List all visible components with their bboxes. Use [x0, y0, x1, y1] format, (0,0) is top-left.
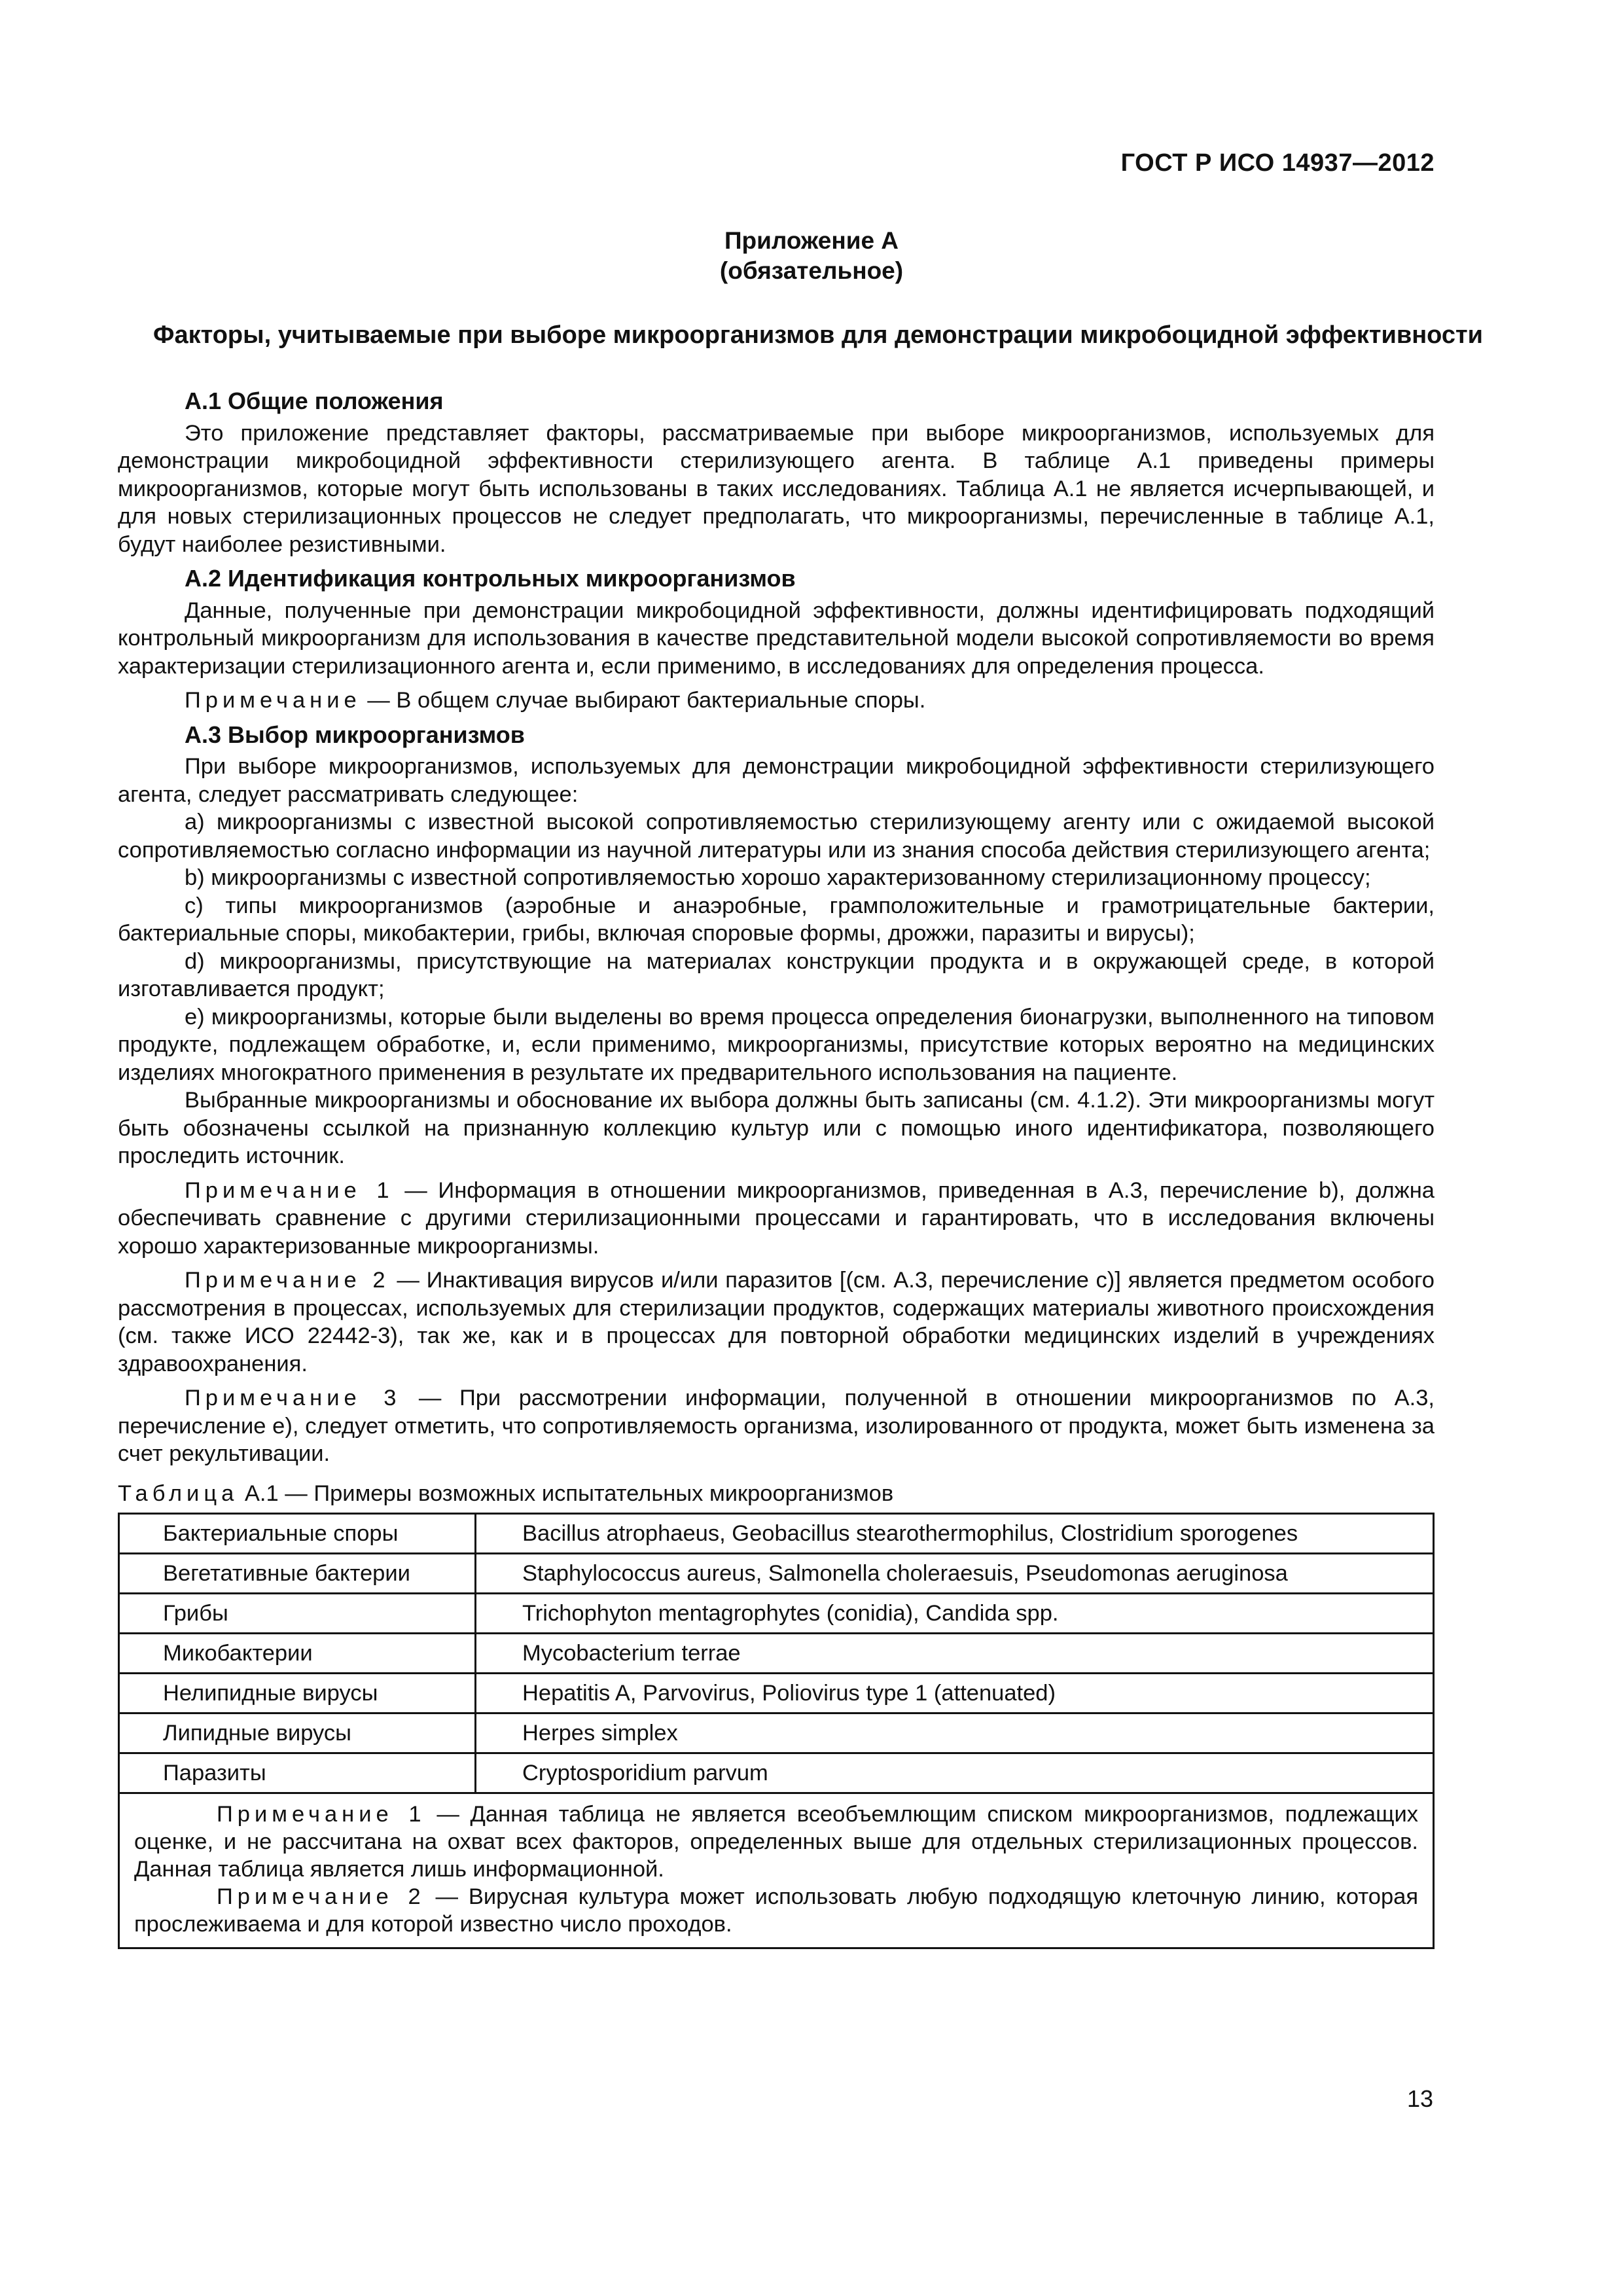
table-notes [118, 1794, 1435, 1949]
table-row [119, 1713, 1434, 1753]
microorganisms-table [118, 1513, 1435, 1794]
annex-status: (обязательное) [719, 257, 904, 284]
list-item-a: a) микроорганизмы с известной высокой сопротивляемостью стерилизующему агенту или с ожидаемой высокой сопротивляемостью согласно информации из научной литературы или из знания способа действия стерилизующего агента; [118, 810, 1435, 863]
list-item-d: d) микроорганизмы, присутствующие на материалах конструкции продукта и в окружающей среде, в которой изготавливается продукт; [118, 948, 1435, 1001]
annex-title: Факторы, учитываемые при выборе микроорганизмов для демонстрации микробоцидной эффективности [153, 321, 1483, 349]
note-text: — Информация в отношении микроорганизмов, приведенная в А.3, перечисление b), должна обеспечивать сравнение с другими стерилизационными процессами и гарантировать, что в исследования включены хорошо характеризованные микроорганизмы. [118, 1177, 1435, 1259]
table-cell-group: Бактериальные споры [119, 1514, 476, 1554]
annex-label: Приложение А [724, 227, 899, 254]
table-note-1 [134, 1801, 1418, 1883]
table-row [119, 1514, 1434, 1554]
note-text: — Инактивация вирусов и/или паразитов [(см. А.3, перечисление с)] является предметом особого рассмотрения в процессах, используемых для стерилизации продуктов, содержащих материалы животного происхождения (см. также ИСО 22442-3), так же, как и в процессах для повторной обработки медицинских изделий в учреждениях здравоохранения. [118, 1268, 1435, 1376]
table-cell-group: Микобактерии [119, 1634, 476, 1674]
table-cell-examples: Hepatitis A, Parvovirus, Poliovirus type 1 (attenuated) [476, 1674, 1434, 1713]
section-a2-note [118, 687, 1435, 715]
table-cell-examples: Cryptosporidium parvum [476, 1753, 1434, 1793]
section-a3-heading: А.3 Выбор микроорганизмов [185, 721, 525, 748]
list-item-b: b) микроорганизмы с известной сопротивляемостью хорошо характеризованному стерилизационному процессу; [185, 865, 1371, 890]
table-cell-examples: Trichophyton mentagrophytes (conidia), Candida spp. [476, 1594, 1434, 1634]
section-a3-closing: Выбранные микроорганизмы и обоснование их выбора должны быть записаны (см. 4.1.2). Эти микроорганизмы могут быть обозначены ссылкой на признанную коллекцию культур или с помощью иного идентификатора, позволяющего проследить источник. [118, 1088, 1435, 1168]
section-a1-text: Это приложение представляет факторы, рассматриваемые при выборе микроорганизмов, используемых для демонстрации микробоцидной эффективности стерилизующего агента. В таблице А.1 приведены примеры микроорганизмов, которые могут быть использованы в таких исследованиях. Таблица А.1 не является исчерпывающей, и для новых стерилизационных процессов не следует предполагать, что микроорганизмы, перечисленные в таблице А.1, будут наиболее резистивными. [118, 420, 1435, 557]
list-item-c: c) типы микроорганизмов (аэробные и анаэробные, грамположительные и грамотрицательные бактерии, бактериальные споры, микобактерии, грибы, включая споровые формы, дрожжи, паразиты и вирусы); [118, 893, 1435, 946]
table-row [119, 1634, 1434, 1674]
table-cell-examples: Herpes simplex [476, 1713, 1434, 1753]
table-cell-group: Вегетативные бактерии [119, 1554, 476, 1594]
note-label: Примечание 1 [217, 1802, 426, 1827]
annex-heading [0, 226, 1623, 286]
document-body [118, 387, 1435, 1949]
table-cell-group: Паразиты [119, 1753, 476, 1793]
table-cell-examples: Bacillus atrophaeus, Geobacillus stearothermophilus, Clostridium sporogenes [476, 1514, 1434, 1554]
note-label: Примечание 1 [185, 1177, 394, 1203]
page-number: 13 [1406, 2085, 1433, 2112]
table-cell-group: Липидные вирусы [119, 1713, 476, 1753]
section-a2-text: Данные, полученные при демонстрации микробоцидной эффективности, должны идентифицировать подходящий контрольный микроорганизм для использования в качестве представительной модели высокой сопротивляемости во время характеризации стерилизационного агента и, если применимо, в исследованиях для определения процесса. [118, 598, 1435, 679]
table-cell-group: Грибы [119, 1594, 476, 1634]
note-text: — При рассмотрении информации, полученной в отношении микроорганизмов по А.3, перечисление е), следует отметить, что сопротивляемость организма, изолированного от продукта, может быть изменена за счет рекультивации. [118, 1386, 1435, 1466]
table-cell-examples: Mycobacterium terrae [476, 1634, 1434, 1674]
note-label: Примечание 3 [185, 1386, 401, 1410]
note-text: — Вирусная культура может использовать любую подходящую клеточную линию, которая прослеживаема и для которой известно число проходов. [134, 1884, 1419, 1937]
table-note-2 [134, 1883, 1418, 1938]
note-label: Примечание 2 [185, 1268, 390, 1293]
note-text: — Данная таблица не является всеобъемлющим списком микроорганизмов, подлежащих оценке, и не рассчитана на охват всех факторов, определенных выше для отдельных стерилизационных процессов. Данная таблица является лишь информационной. [134, 1802, 1418, 1882]
section-a3-intro: При выборе микроорганизмов, используемых для демонстрации микробоцидной эффективности стерилизующего агента, следует рассматривать следующее: [118, 754, 1435, 807]
table-row [119, 1594, 1434, 1634]
document-code: ГОСТ Р ИСО 14937—2012 [1120, 149, 1435, 177]
section-a1-heading: А.1 Общие положения [185, 387, 444, 414]
section-a3-note-1 [118, 1177, 1435, 1261]
note-text: — В общем случае выбирают бактериальные споры. [361, 688, 926, 713]
section-a2-heading: А.2 Идентификация контрольных микроорганизмов [185, 565, 796, 592]
table-row [119, 1554, 1434, 1594]
table-cell-group: Нелипидные вирусы [119, 1674, 476, 1713]
table-caption [118, 1480, 1435, 1508]
table-caption-label: Таблица [118, 1480, 239, 1506]
section-a3-note-3 [118, 1384, 1435, 1468]
note-label: Примечание [185, 688, 361, 713]
note-label: Примечание 2 [217, 1884, 425, 1909]
section-a3-note-2 [118, 1266, 1435, 1378]
table-row [119, 1674, 1434, 1713]
table-row [119, 1753, 1434, 1793]
table-cell-examples: Staphylococcus aureus, Salmonella choleraesuis, Pseudomonas aeruginosa [476, 1554, 1434, 1594]
table-caption-text: А.1 — Примеры возможных испытательных микроорганизмов [238, 1480, 894, 1506]
list-item-e: e) микроорганизмы, которые были выделены во время процесса определения бионагрузки, выполненного на типовом продукте, подлежащем обработке, и, если применимо, микроорганизмы, присутствие которых вероятно на медицинских изделиях многократного применения в результате их предварительного использования на пациенте. [118, 1004, 1435, 1085]
